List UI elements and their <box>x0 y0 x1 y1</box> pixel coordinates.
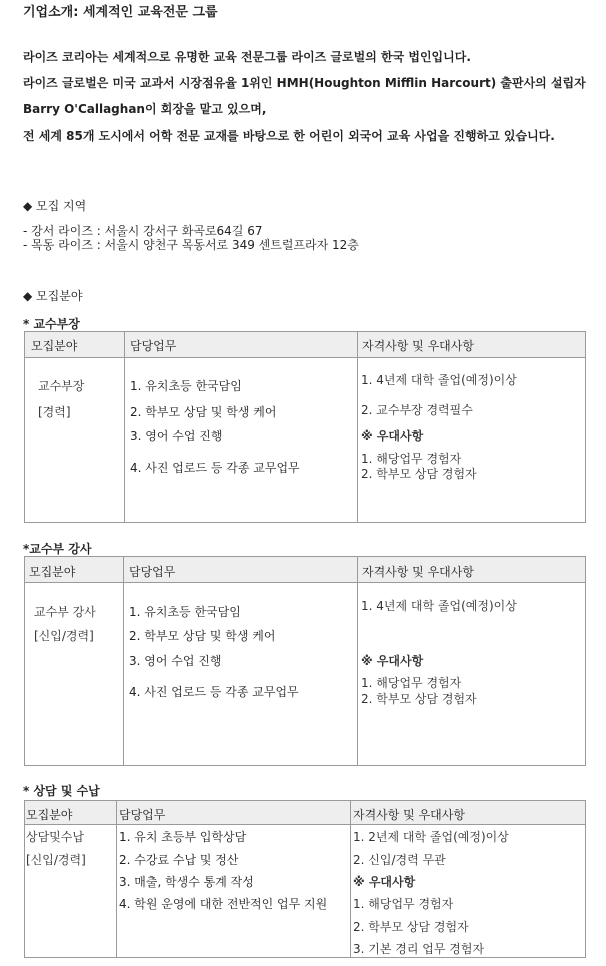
preference-item: 2. 학부모 상담 경험자 <box>353 920 469 934</box>
column-divider <box>357 332 358 522</box>
header-qualifications: 자격사항 및 우대사항 <box>362 565 474 579</box>
column-divider <box>116 801 117 957</box>
qualification-item: 1. 4년제 대학 졸업(예정)이상 <box>361 599 517 613</box>
preference-heading: ※ 우대사항 <box>361 654 424 668</box>
preference-item: 2. 학부모 상담 경험자 <box>361 692 477 706</box>
table-header-row <box>25 801 585 825</box>
region-heading: ◆ 모집 지역 <box>23 199 87 213</box>
column-divider <box>123 557 124 765</box>
job-table-professor-head <box>24 331 586 523</box>
duty-item: 3. 매출, 학생수 통계 작성 <box>119 875 254 889</box>
header-field: 모집분야 <box>29 565 76 579</box>
header-duties: 담당업무 <box>130 339 177 353</box>
duty-item: 4. 사진 업로드 등 각종 교무업무 <box>130 461 300 475</box>
qualification-item: 2. 교수부장 경력필수 <box>361 403 473 417</box>
field-type: [신입/경력] <box>26 853 86 867</box>
preference-item: 1. 해당업무 경험자 <box>361 452 462 466</box>
preference-heading: ※ 우대사항 <box>353 875 416 889</box>
header-qualifications: 자격사항 및 우대사항 <box>362 339 474 353</box>
duty-item: 2. 학부모 상담 및 학생 케어 <box>129 629 276 643</box>
region-address-gangseo: - 강서 라이즈 : 서울시 강서구 화곡로64길 67 <box>23 224 263 238</box>
preference-item: 1. 해당업무 경험자 <box>353 897 454 911</box>
intro-line: 전 세계 85개 도시에서 어학 전문 교재를 바탕으로 한 어린이 외국어 교육 사업을 진행하고 있습니다. <box>23 129 555 143</box>
field-type: [신입/경력] <box>34 629 94 643</box>
preference-heading: ※ 우대사항 <box>361 429 424 443</box>
qualification-item: 2. 신입/경력 무관 <box>353 853 446 867</box>
intro-line: 라이즈 글로벌은 미국 교과서 시장점유율 1위인 HMH(Houghton Mifflin Harcourt) 출판사의 설립자 <box>23 76 586 90</box>
section-title-counseling: * 상담 및 수납 <box>23 784 100 798</box>
field-type: [경력] <box>38 405 71 419</box>
duty-item: 4. 학원 운영에 대한 전반적인 업무 지원 <box>119 897 328 911</box>
header-field: 모집분야 <box>26 808 73 822</box>
table-header-row <box>25 557 585 583</box>
duty-item: 3. 영어 수업 진행 <box>129 654 222 668</box>
intro-line: 라이즈 코리아는 세계적으로 유명한 교육 전문그룹 라이즈 글로벌의 한국 법인입니다. <box>23 50 471 64</box>
preference-item: 1. 해당업무 경험자 <box>361 676 462 690</box>
duty-item: 1. 유치초등 한국담임 <box>130 379 242 393</box>
company-intro-title: 기업소개: 세계적인 교육전문 그룹 <box>23 5 218 20</box>
field-name: 상담및수납 <box>26 830 84 844</box>
duty-item: 1. 유치초등 한국담임 <box>129 605 241 619</box>
region-address-mokdong: - 목동 라이즈 : 서울시 양천구 목동서로 349 센트럴프라자 12층 <box>23 238 359 252</box>
header-qualifications: 자격사항 및 우대사항 <box>353 808 465 822</box>
section-title-professor-head: * 교수부장 <box>23 317 80 331</box>
intro-line: Barry O'Callaghan이 회장을 맡고 있으며, <box>23 102 267 116</box>
preference-item: 3. 기본 경리 업무 경험자 <box>353 942 485 956</box>
qualification-item: 1. 2년제 대학 졸업(예정)이상 <box>353 830 509 844</box>
header-duties: 담당업무 <box>129 565 176 579</box>
duty-item: 2. 수강료 수납 및 정산 <box>119 853 239 867</box>
job-table-counseling <box>24 800 586 958</box>
section-title-instructor: *교수부 강사 <box>23 542 92 556</box>
header-duties: 담당업무 <box>119 808 166 822</box>
duty-item: 1. 유치 초등부 입학상담 <box>119 830 247 844</box>
duty-item: 4. 사진 업로드 등 각종 교무업무 <box>129 685 299 699</box>
column-divider <box>357 557 358 765</box>
header-field: 모집분야 <box>31 339 78 353</box>
duty-item: 3. 영어 수업 진행 <box>130 429 223 443</box>
qualification-item: 1. 4년제 대학 졸업(예정)이상 <box>361 373 517 387</box>
duty-item: 2. 학부모 상담 및 학생 케어 <box>130 405 277 419</box>
fields-heading: ◆ 모집분야 <box>23 289 83 303</box>
preference-item: 2. 학부모 상담 경험자 <box>361 467 477 481</box>
column-divider <box>124 332 125 522</box>
table-header-row <box>25 332 585 358</box>
field-name: 교수부 강사 <box>34 605 96 619</box>
job-table-instructor <box>24 556 586 766</box>
column-divider <box>350 801 351 957</box>
field-name: 교수부장 <box>38 379 85 393</box>
